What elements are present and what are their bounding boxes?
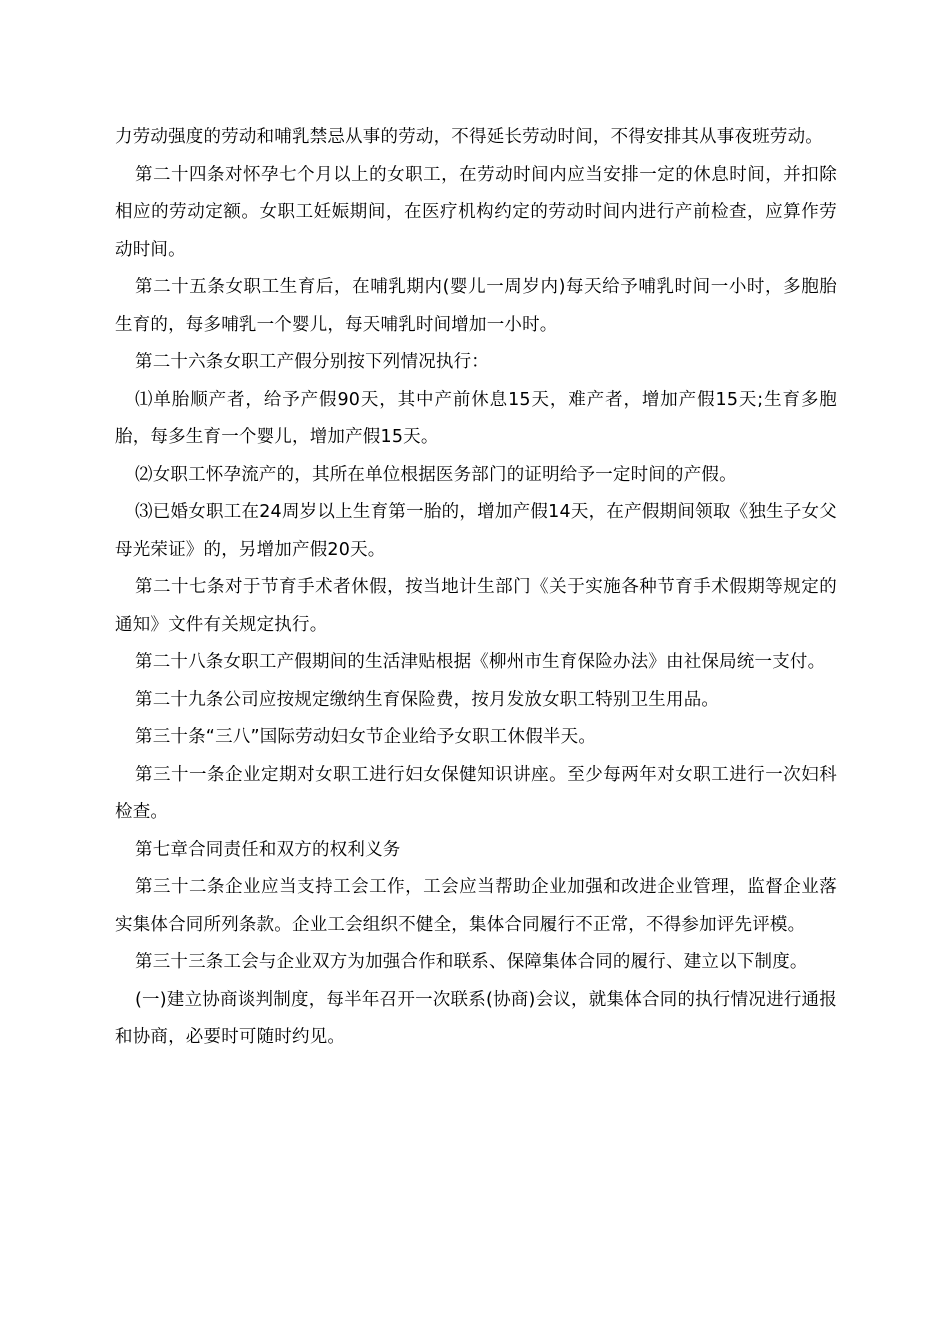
article-29-paragraph: 第二十九条公司应按规定缴纳生育保险费，按月发放女职工特别卫生用品。 bbox=[135, 689, 720, 710]
paragraph-0: 力劳动强度的劳动和哺乳禁忌从事的劳动，不得延长劳动时间，不得安排其从事夜班劳动。 bbox=[115, 127, 823, 147]
article-26-item-3: ⑶已婚女职工在24周岁以上生育第一胎的，增加产假14天，在产假期间领取《独生子女父母光荣证》的，另增加产假20天。 bbox=[115, 502, 837, 560]
document-body bbox=[115, 119, 837, 1057]
article-25-paragraph: 第二十五条女职工生育后，在哺乳期内(婴儿一周岁内)每天给予哺乳时间一小时，多胞胎生育的，每多哺乳一个婴儿，每天哺乳时间增加一小时。 bbox=[115, 277, 837, 335]
chapter-7-heading: 第七章合同责任和双方的权利义务 bbox=[135, 839, 401, 860]
article-26-item-1: ⑴单胎顺产者，给予产假90天，其中产前休息15天，难产者，增加产假15天;生育多胞胎，每多生育一个婴儿，增加产假15天。 bbox=[115, 389, 837, 447]
article-33-item-1: (一)建立协商谈判制度，每半年召开一次联系(协商)会议，就集体合同的执行情况进行通报和协商，必要时可随时约见。 bbox=[115, 989, 837, 1047]
article-30-paragraph: 第三十条“三八”国际劳动妇女节企业给予女职工休假半天。 bbox=[135, 727, 597, 747]
article-24-paragraph: 第二十四条对怀孕七个月以上的女职工，在劳动时间内应当安排一定的休息时间，并扣除相应的劳动定额。女职工妊娠期间，在医疗机构约定的劳动时间内进行产前检查，应算作劳动时间。 bbox=[115, 164, 837, 260]
article-31-paragraph: 第三十一条企业定期对女职工进行妇女保健知识讲座。至少每两年对女职工进行一次妇科检查。 bbox=[115, 764, 837, 822]
article-33-paragraph: 第三十三条工会与企业双方为加强合作和联系、保障集体合同的履行、建立以下制度。 bbox=[135, 952, 808, 972]
article-27-paragraph: 第二十七条对于节育手术者休假，按当地计生部门《关于实施各种节育手术假期等规定的通知》文件有关规定执行。 bbox=[115, 577, 837, 635]
article-26-paragraph: 第二十六条女职工产假分别按下列情况执行： bbox=[135, 352, 489, 372]
article-26-item-2: ⑵女职工怀孕流产的，其所在单位根据医务部门的证明给予一定时间的产假。 bbox=[135, 464, 737, 485]
article-32-paragraph: 第三十二条企业应当支持工会工作，工会应当帮助企业加强和改进企业管理，监督企业落实集体合同所列条款。企业工会组织不健全，集体合同履行不正常，不得参加评先评模。 bbox=[115, 877, 837, 935]
article-28-paragraph: 第二十八条女职工产假期间的生活津贴根据《柳州市生育保险办法》由社保局统一支付。 bbox=[135, 652, 826, 672]
